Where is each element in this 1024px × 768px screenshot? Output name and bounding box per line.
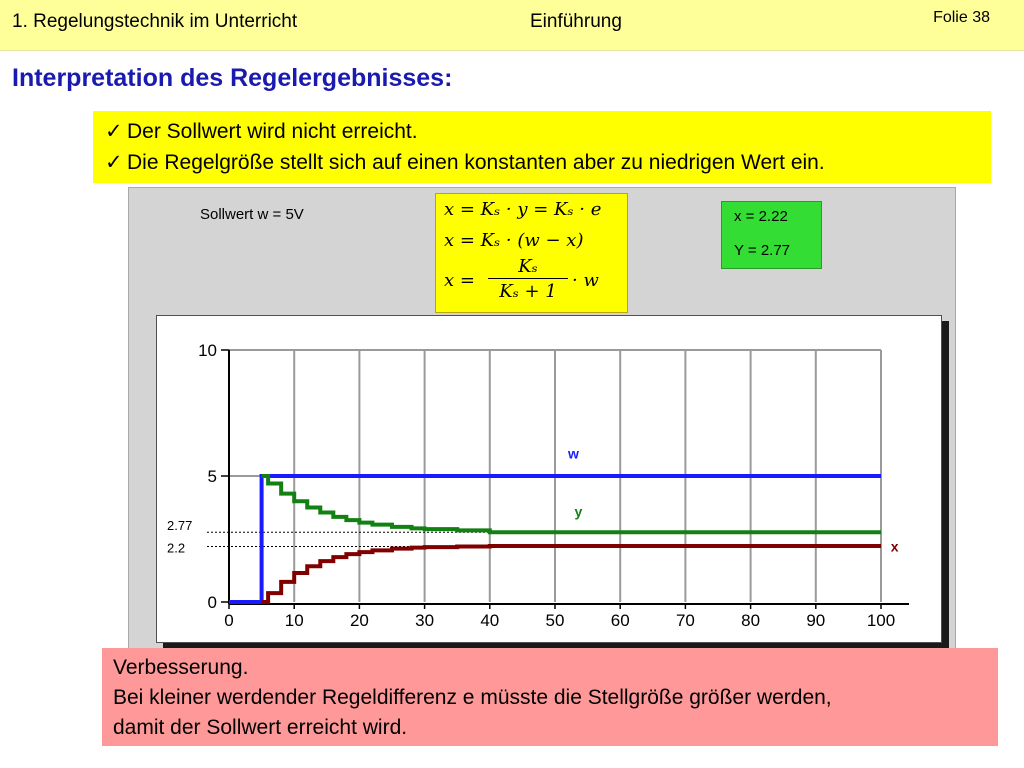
series-line-x [262,546,881,602]
course-title: 1. Regelungstechnik im Unterricht [12,11,298,32]
series-line-y [262,476,881,532]
bullet-item: ✓ Der Sollwert wird nicht erreicht. [105,120,418,143]
x-tick-label: 90 [806,611,826,630]
improvement-box [102,648,998,746]
improvement-text-1: Bei kleiner werdender Regeldifferenz e müsste die Stellgröße größer werden, [113,686,832,709]
bullet-box [93,111,991,183]
section-title: Einführung [530,11,622,32]
formula-fraction [488,256,568,302]
chart-frame [156,315,942,643]
x-tick-label: 30 [415,611,435,630]
y-tick-label: 0 [207,593,217,612]
x-tick-label: 60 [610,611,630,630]
check-icon: ✓ [105,120,123,143]
formula-box [435,193,628,313]
x-tick-label: 40 [480,611,500,630]
series-label-w: w [568,445,579,462]
result-x: x = 2.22 [734,208,788,225]
extra-y-label: 2.2 [167,540,186,556]
result-box [721,201,822,269]
extra-y-label: 2.77 [167,518,193,534]
bullet-item: ✓ Die Regelgröße stellt sich auf einen konstanten aber zu niedrigen Wert ein. [105,151,825,174]
y-tick-label: 10 [198,341,217,360]
setpoint-label: Sollwert w = 5V [200,206,304,223]
check-icon: ✓ [105,151,123,174]
improvement-heading: Verbesserung. [113,656,249,679]
improvement-text-2: damit der Sollwert erreicht wird. [113,716,408,739]
series-label-y: y [574,503,583,520]
x-tick-label: 0 [224,611,234,630]
series-label-x: x [890,538,899,555]
formula-line-2: x = Kₛ · (w − x) [444,230,584,251]
x-tick-label: 80 [741,611,761,630]
step-response-chart [157,316,941,642]
formula-line-1: x = Kₛ · y = Kₛ · e [444,199,602,220]
x-tick-label: 10 [284,611,304,630]
fraction-numerator: Kₛ [488,256,568,279]
x-tick-label: 20 [349,611,369,630]
formula-line-3-lhs: x = [444,270,475,291]
x-tick-label: 50 [545,611,565,630]
slide-header [0,0,1024,51]
result-y: Y = 2.77 [734,242,791,259]
page-title: Interpretation des Regelergebnisses: [12,64,453,92]
y-tick-label: 5 [207,467,217,486]
slide-number: Folie 38 [933,9,990,26]
fraction-denominator: Kₛ + 1 [499,281,557,302]
x-tick-label: 70 [675,611,695,630]
formula-line-3-rhs: · w [572,270,599,291]
x-tick-label: 100 [866,611,896,630]
